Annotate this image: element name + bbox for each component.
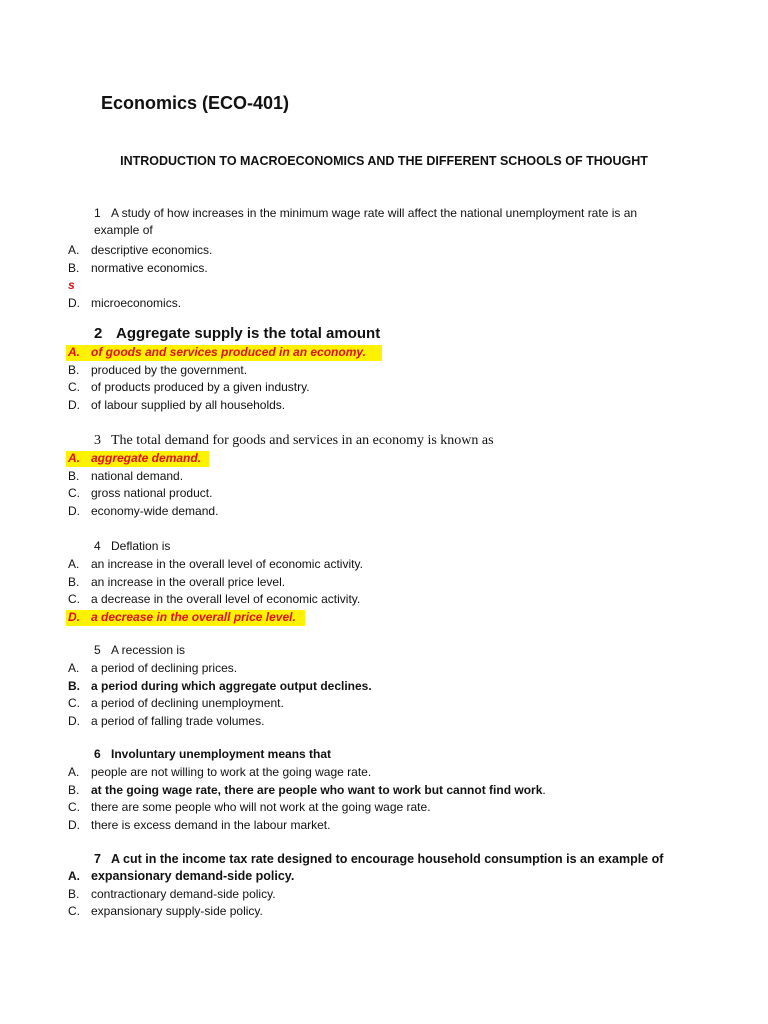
question-2 <box>0 324 768 414</box>
option-b-correct[interactable]: B. at the going wage rate, there are people who want to work but cannot find work. <box>68 782 546 797</box>
option-a[interactable]: A. descriptive economics. <box>68 243 213 257</box>
question-stem <box>94 538 674 555</box>
question-number: 5 <box>94 643 101 657</box>
option-c-stray <box>0 277 768 295</box>
option-b[interactable]: B. an increase in the overall price level. <box>68 574 286 589</box>
question-stem <box>94 642 674 659</box>
question-number: 4 <box>94 539 101 553</box>
option-list <box>0 344 768 414</box>
option-a-correct[interactable]: A. aggregate demand. <box>0 450 768 468</box>
option-a[interactable]: A. an increase in the overall level of economic activity. <box>68 557 363 571</box>
question-3 <box>0 432 768 520</box>
question-text: A cut in the income tax rate designed to encourage household consumption is an example of <box>111 852 664 866</box>
option-d[interactable]: D. a period of falling trade volumes. <box>68 713 265 728</box>
stray-mark: s <box>68 278 75 292</box>
option-list <box>0 242 768 312</box>
option-b[interactable]: B. contractionary demand-side policy. <box>68 886 276 901</box>
option-b[interactable]: B. produced by the government. <box>68 362 248 377</box>
option-d-correct[interactable]: D. a decrease in the overall price level. <box>0 609 768 627</box>
document-subtitle: INTRODUCTION TO MACROECONOMICS AND THE DIFFERENT SCHOOLS OF THOUGHT <box>120 154 648 168</box>
option-list <box>0 450 768 520</box>
option-list <box>0 764 768 834</box>
option-b[interactable]: B. normative economics. <box>68 260 208 275</box>
question-5 <box>0 642 768 730</box>
option-list <box>0 868 768 921</box>
option-c[interactable]: C. expansionary supply-side policy. <box>68 904 263 918</box>
question-stem <box>94 851 734 868</box>
question-number: 3 <box>94 433 101 448</box>
question-number: 2 <box>94 325 103 342</box>
question-1 <box>0 205 768 312</box>
option-c[interactable]: C. a period of declining unemployment. <box>68 696 284 710</box>
question-text: A study of how increases in the minimum wage rate will affect the national unemployment rate is an example of <box>94 206 638 237</box>
question-4 <box>0 538 768 626</box>
question-number: 6 <box>94 747 101 761</box>
option-list <box>0 660 768 730</box>
option-b-correct[interactable]: B. a period during which aggregate output declines. <box>68 678 372 693</box>
option-a-correct[interactable]: A. expansionary demand-side policy. <box>68 869 295 883</box>
option-d[interactable]: D. there is excess demand in the labour market. <box>68 817 331 832</box>
option-d[interactable]: D. microeconomics. <box>68 295 182 310</box>
option-d[interactable]: D. economy-wide demand. <box>68 503 219 518</box>
option-a-correct[interactable]: A. of goods and services produced in an economy. <box>0 344 768 362</box>
question-6 <box>0 746 768 834</box>
question-text: The total demand for goods and services in an economy is known as <box>111 433 494 448</box>
option-list <box>0 556 768 626</box>
question-stem <box>94 432 674 449</box>
question-text: A recession is <box>111 643 186 657</box>
option-c[interactable]: C. a decrease in the overall level of economic activity. <box>68 592 361 606</box>
option-c[interactable]: C. there are some people who will not work at the going wage rate. <box>68 800 431 814</box>
option-a[interactable]: A. a period of declining prices. <box>68 661 238 675</box>
question-number: 1 <box>94 206 101 220</box>
question-stem <box>94 205 674 239</box>
question-text: Involuntary unemployment means that <box>111 747 332 761</box>
option-c[interactable]: C. gross national product. <box>68 486 213 500</box>
document-title: Economics (ECO-401) <box>101 93 290 113</box>
question-text: Aggregate supply is the total amount <box>116 325 381 342</box>
option-c[interactable]: C. of products produced by a given industry. <box>68 380 310 394</box>
question-number: 7 <box>94 852 101 866</box>
option-b[interactable]: B. national demand. <box>68 468 184 483</box>
question-stem <box>94 746 674 763</box>
question-7 <box>0 851 768 921</box>
option-d[interactable]: D. of labour supplied by all households. <box>68 397 286 412</box>
question-stem <box>94 324 674 344</box>
question-text: Deflation is <box>111 539 171 553</box>
option-a[interactable]: A. people are not willing to work at the going wage rate. <box>68 765 372 779</box>
